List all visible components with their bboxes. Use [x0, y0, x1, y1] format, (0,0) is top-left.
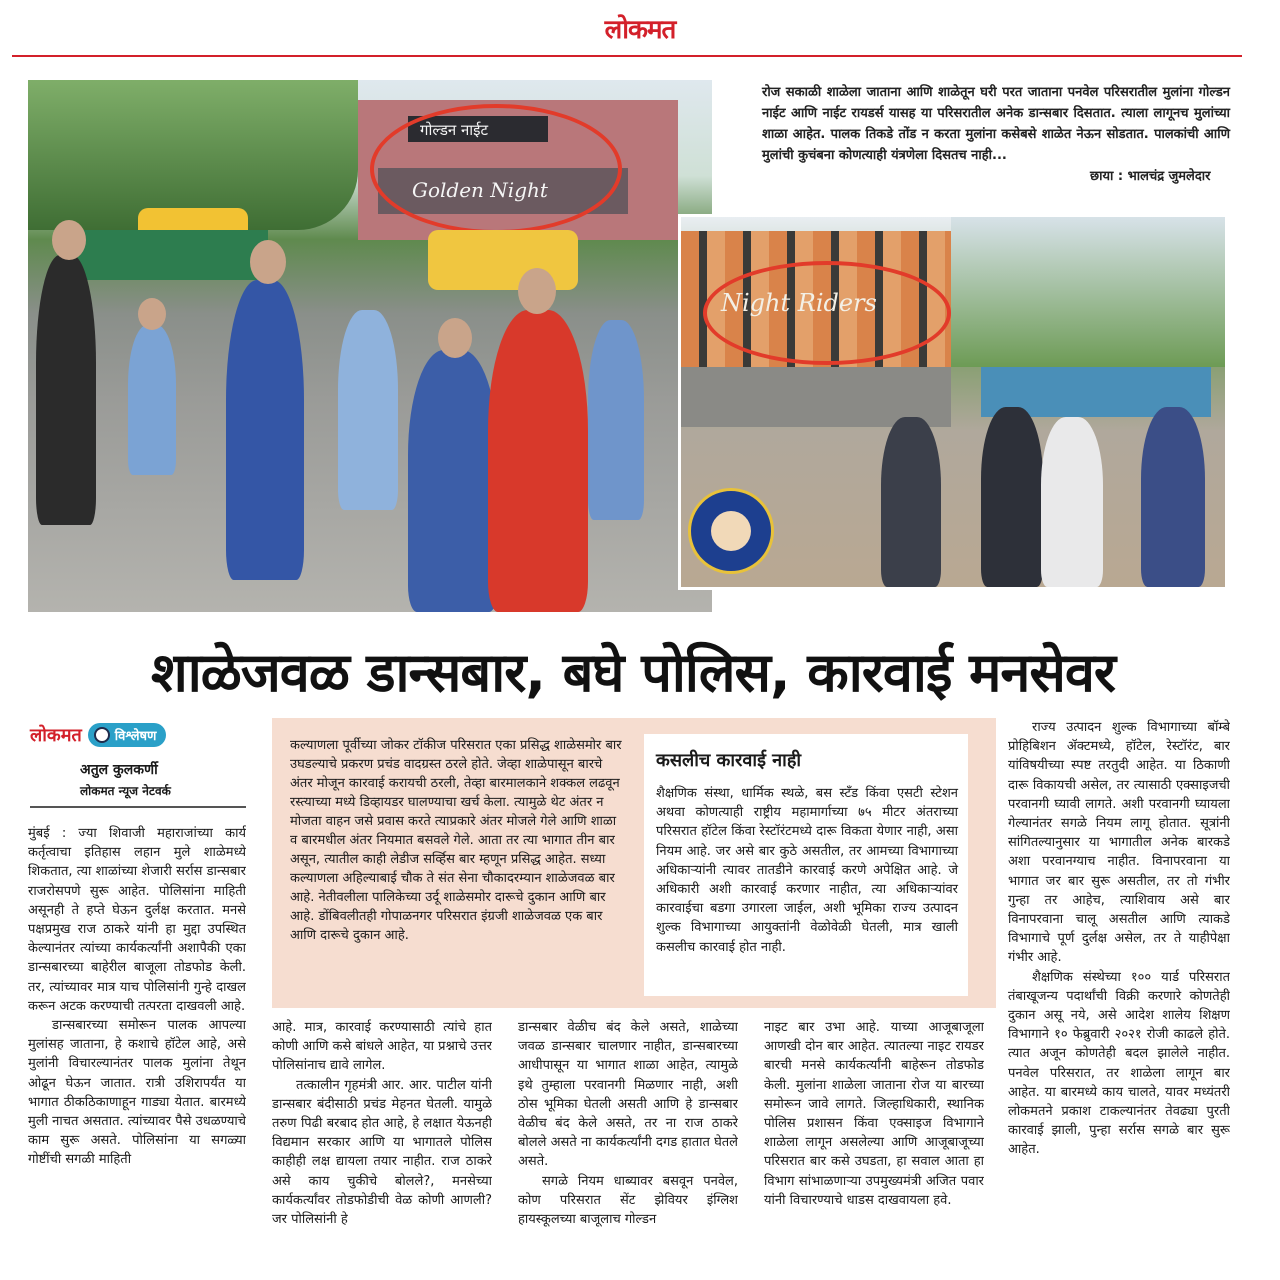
- face-blurred: [518, 268, 556, 314]
- highlight-circle: [703, 261, 951, 365]
- student-backpack: [1141, 407, 1205, 587]
- sidebar-title: कसलीच कारवाई नाही: [656, 750, 802, 771]
- sign-golden-night-marathi: गोल्डन नाईट: [420, 121, 489, 139]
- child-figure: [128, 325, 176, 475]
- byline-author: अतुल कुलकर्णी: [80, 762, 158, 778]
- student-backpack: [881, 417, 941, 587]
- student-backpack: [1041, 417, 1103, 587]
- child-with-bag: [408, 350, 498, 612]
- article-column-2: [272, 1018, 492, 1276]
- paragraph: राज्य उत्पादन शुल्क विभागाच्या बॉम्बे प्रोहिबिशन ॲक्टमध्ये, हॉटेल, रेस्टॉरंट, बार यांविषयीच्या स्पष्ट तरतुदी आहेत. या ठिकाणी दारू विकायची असेल, तर त्यासाठी एक्साइजची परवानगी घ्यावी लागते. अशी परवानगी घ्यायला गेल्यानंतर सगळे नियम लागू होतात. सूत्रांनी सांगितल्यानुसार या भागातील अनेक बारकडे अशा परवानग्याच नाहीत. विनापरवाना या भागात जर बार सुरू असतील, तर तो गंभीर गुन्हा तर आहेच, त्याशिवाय असे बार विनापरवाना चालू असतील आणि त्याकडे विभागाचे पूर्ण दुर्लक्ष असेल, तर ते याहीपेक्षा गंभीर आहे.: [1008, 720, 1230, 966]
- photo-credit: छाया : भालचंद्र जुमलेदार: [1090, 169, 1211, 184]
- parent-blue-dress: [226, 280, 304, 580]
- paragraph: आहे. मात्र, कारवाई करण्यासाठी त्यांचे हात कोणी आणि कसे बांधले आहेत, या प्रश्नाचे उत्तर पोलिसांनाच द्यावे लागेल.: [272, 1020, 492, 1074]
- green-wall: [58, 230, 268, 280]
- photographer-stamp: [688, 488, 774, 574]
- analysis-pill: [88, 723, 167, 747]
- sidebar-text-right: शैक्षणिक संस्था, धार्मिक स्थळे, बस स्टँड किंवा एसटी स्टेशन अथवा कोणत्याही राष्ट्रीय महामार्गाच्या ७५ मीटर अंतराच्या परिसरात हॉटेल किंवा रेस्टॉरंटमध्ये दारू विकता येणार नाही, असा नियम आहे. जर असे बार कुठे असतील, तर आमच्या विभागाच्या अधिकाऱ्यांनी त्यावर तातडीने कारवाई करणे अपेक्षित आहे. जे अधिकारी अशी कारवाई करणार नाहीत, त्या अधिकाऱ्यांवर कारवाईचा बडगा उगारला जाईल, अशी भूमिका राज्य उत्पादन शुल्क विभागाच्या आयुक्तांनी वेळोवेळी घेतली, मात्र खाली कसलीच कारवाई होत नाही.: [656, 786, 958, 955]
- paragraph: मुंबई : ज्या शिवाजी महाराजांच्या कार्य कर्तृत्वाचा इतिहास लहान मुले शाळेमध्ये शिकतात, त्या शाळांच्या शेजारी सर्रास डान्सबार राजरोसपणे सुरू आहेत. पोलिसांना माहिती असूनही ते हप्ते घेऊन दुर्लक्ष करतात. मनसे पक्षप्रमुख राज ठाकरे यांनी हा मुद्दा उपस्थित केल्यानंतर त्यांच्या कार्यकर्त्यांनी अशापैकी एका डान्सबारच्या बाहेरील बाजूला तोडफोड केली. तर, त्यांच्यावर मात्र याच पोलिसांनी गुन्हे दाखल करून अटक करण्याची तत्परता दाखवली आहे.: [28, 826, 246, 1014]
- paragraph: तत्कालीन गृहमंत्री आर. आर. पाटील यांनी डान्सबार बंदीसाठी प्रचंड मेहनत घेतली. यामुळे तरुण पिढी बरबाद होत आहे, हे लक्षात येऊनही विद्यमान सरकार आणि या भागातले पोलिस काहीही लक्ष द्यायला तयार नाहीत. राज ठाकरे असे काय चुकीचे बोलले?, मनसेच्या कार्यकर्त्यांवर तोडफोडीची वेळ कोणी आणली? जर पोलिसांनी हे: [272, 1077, 492, 1228]
- brand-tag: [30, 722, 166, 748]
- parent-red-scarf: [488, 310, 588, 612]
- article-column-1: [28, 824, 246, 1276]
- child-figure: [588, 320, 644, 520]
- article-column-4: [764, 1018, 984, 1276]
- sign-golden-night-english: Golden Night: [412, 178, 548, 202]
- face-blurred: [138, 298, 166, 330]
- masthead-logo: लोकमत: [604, 15, 676, 45]
- face-blurred: [438, 318, 472, 358]
- photo-school-children-golden-night: [28, 80, 712, 612]
- photographer-portrait: [711, 511, 751, 551]
- student-backpack: [981, 407, 1043, 587]
- byline-rule: [30, 806, 246, 808]
- face-blurred: [250, 240, 286, 284]
- face-blurred: [52, 220, 86, 260]
- paragraph: नाइट बार उभा आहे. याच्या आजूबाजूला आणखी दोन बार आहेत. त्यातल्या नाइट रायडर बारची मनसे कार्यकर्त्यांनी बाहेरून तोडफोड केली. मुलांना शाळेला जाताना रोज या बारच्या समोरून जावे लागते. जिल्हाधिकारी, स्थानिक पोलिस प्रशासन किंवा एक्साइज विभागाने शाळेला लागून असलेल्या आणि आजूबाजूच्या परिसरात बार कसे उघडता, हा सवाल आता हा विभाग सांभाळणाऱ्या उपमुख्यमंत्री अजित पवार यांनी विचारण्याचे धाडस दाखवायला हवे.: [764, 1020, 984, 1208]
- child-figure: [338, 310, 398, 510]
- byline-org: लोकमत न्यूज नेटवर्क: [80, 784, 171, 798]
- paragraph: डान्सबार वेळीच बंद केले असते, शाळेच्या जवळ डान्सबार चालणार नाहीत, डान्सबारच्या आधीपासून या भागात शाळा आहेत, त्यामुळे इथे तुम्हाला परवानगी मिळणार नाही, अशी ठोस भूमिका घेतली असती आणि हे डान्सबार वेळीच बंद केले असते, तर ना राज ठाकरे बोलले असते ना कार्यकर्त्यांनी दगड हातात घेतले असते.: [518, 1020, 738, 1170]
- trees-sky: [951, 217, 1225, 367]
- parent-figure: [36, 255, 96, 525]
- paragraph: शैक्षणिक संस्थेच्या १०० यार्ड परिसरात तंबाखूजन्य पदार्थांची विक्री करणारे कोणतेही दुकान असू नये, असे आदेश शालेय शिक्षण विभागाने १० फेब्रुवारी २०२१ रोजी काढले होते. त्यात अजून कोणतेही बदल झालेले नाहीत. पनवेल परिसरात, तर शाळेला लागून बार आहेत. या बारमध्ये काय चालते, यावर मध्यंतरी लोकमतने प्रकाश टाकल्यानंतर तेवढ्या पुरती कारवाई झाली, पुन्हा सर्रास सगळे बार सुरू आहेत.: [1008, 969, 1230, 1158]
- highlight-circle: [370, 104, 622, 234]
- paragraph: डान्सबारच्या समोरून पालक आपल्या मुलांसह जाताना, हे कशाचे हॉटेल आहे, असे मुलांनी विचारल्यानंतर पालक मुलांना तेथून ओढून घेऊन जातात. रात्री उशिरापर्यंत या भागात ठीकठिकाणाहून गाड्या येतात. बारमध्ये मुली नाचत असतात. त्यांच्यावर पैसे उधळण्याचे काम सुरू असते. पोलिसांना या सगळ्या गोष्टींची सगळी माहिती: [28, 1018, 246, 1168]
- article-column-5: [1008, 718, 1230, 1276]
- school-van: [428, 230, 578, 290]
- article-column-3: [518, 1018, 738, 1276]
- paragraph: सगळे नियम धाब्यावर बसवून पनवेल, कोण परिसरात सेंट झेवियर इंग्लिश हायस्कूलच्या बाजूलाच गोल्डन: [518, 1173, 738, 1228]
- brand-name: लोकमत: [30, 725, 82, 746]
- sign-night-riders: Night Riders: [721, 289, 877, 317]
- photo-caption: रोज सकाळी शाळेला जाताना आणि शाळेतून घरी परत जाताना पनवेल परिसरातील मुलांना गोल्डन नाईट आणि नाईट रायडर्स यासह या परिसरातील अनेक डान्सबार दिसतात. त्याला लागूनच मुलांच्या शाळा आहेत. पालक तिकडे तोंड न करता मुलांना कसेबसे शाळेत नेऊन सोडतात. पालकांची आणि मुलांची कुचंबना कोणत्याही यंत्रणेला दिसतच नाही...: [762, 85, 1230, 163]
- badge-icon: [94, 727, 110, 743]
- headline: शाळेजवळ डान्सबार, बघे पोलिस, कारवाई मनसेवर: [150, 641, 1116, 704]
- masthead-rule: [12, 55, 1242, 57]
- analysis-label: विश्लेषण: [114, 729, 157, 744]
- sidebar-text-left: कल्याणला पूर्वीच्या जोकर टॉकीज परिसरात एका प्रसिद्ध शाळेसमोर बार उघडल्याचे प्रकरण प्रचंड वादग्रस्त ठरले होते. जेव्हा शाळेपासून बारचे अंतर मोजून कारवाई करायची ठरली, तेव्हा बारमालकाने शक्कल लढवून रस्त्याच्या मध्ये डिव्हायडर घालण्याचा खर्च केला. त्यामुळे थेट अंतर न मोजता वाहन जसे प्रवास करते त्याप्रकारे अंतर मोजले गेले आणि शाळा व बारमधील अंतर नियमात बसवले गेले. आता तर त्या भागात तीन बार असून, त्यातील काही लेडीज सर्व्हिस बार म्हणून प्रसिद्ध आहेत. सध्या कल्याणला अहिल्याबाई चौक ते संत सेना चौकादरम्यान शाळेजवळ बार आहे. नेतीवलीला पालिकेच्या उर्दू शाळेसमोर दारूचे दुकान आणि बार आहे. डोंबिवलीतही गोपाळनगर परिसरात इंग्रजी शाळेजवळ एक बार आणि दारूचे दुकान आहे.: [290, 738, 622, 943]
